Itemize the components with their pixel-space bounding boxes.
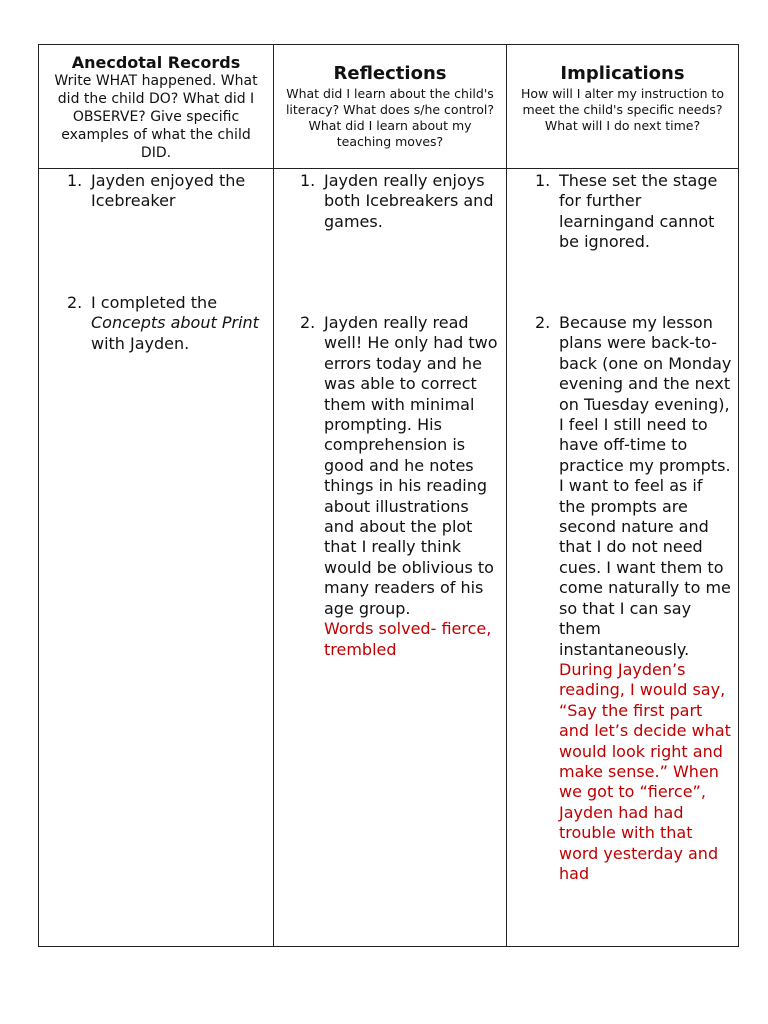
- column-subtitle: What did I learn about the child's literacy? What does s/he control? What did I learn about my teaching moves?: [285, 86, 495, 149]
- entry-note-red: Words solved- fierce, trembled: [324, 619, 492, 659]
- entry-number: 2.: [535, 313, 551, 332]
- column-implications: [507, 45, 738, 946]
- entry-note-red: During Jayden’s reading, I would say, “Say the first part and let’s decide what would look right and make sense.” When we got to “fierce”, Jayden had had trouble with that word yesterday and had: [559, 659, 731, 883]
- records-table: [38, 44, 739, 947]
- column-reflections: [274, 45, 507, 946]
- entry-text-after: with Jayden.: [91, 333, 190, 353]
- entry-body: [559, 313, 732, 884]
- column-title: Implications: [560, 63, 685, 84]
- entry-number: 2.: [67, 293, 83, 312]
- column-header: [274, 45, 506, 169]
- entry-body: [324, 313, 498, 660]
- entry-number: 1.: [300, 171, 316, 190]
- entry-text: Jayden enjoyed the Icebreaker: [91, 171, 246, 211]
- entry-text: Jayden really enjoys both Icebreakers and games.: [324, 171, 494, 231]
- column-title: Anecdotal Records: [71, 53, 241, 72]
- entry-number: 1.: [535, 171, 551, 190]
- column-subtitle: Write WHAT happened. What did the child DO? What did I OBSERVE? Give specific examples of what the child DID.: [54, 73, 258, 161]
- entry-text: Because my lesson plans were back-to-back (one on Monday evening and the next on Tuesday evening), I feel I still need to have off-time to practice my prompts. I want to feel as if the prompts are second nature and that I do not need cues. I want them to come naturally to me so that I can say them instantaneously.: [559, 313, 732, 659]
- column-header: [507, 45, 738, 169]
- entry-text-before: I completed the: [91, 293, 218, 312]
- entry-text: Jayden really read well! He only had two errors today and he was able to correct them with minimal prompting. His comprehension is good and he notes things in his reading about illustrations and about the plot that I really think would be oblivious to many readers of his age group.: [324, 313, 498, 618]
- column-header: [39, 45, 273, 169]
- entry-text: [91, 293, 267, 354]
- entry-text: These set the stage for further learningand cannot be ignored.: [559, 171, 718, 252]
- entry-text-italic: Concepts about Print: [91, 313, 259, 333]
- column-title: Reflections: [333, 63, 447, 84]
- entry-number: 1.: [67, 171, 83, 190]
- entry-number: 2.: [300, 313, 316, 332]
- column-anecdotal-records: [39, 45, 274, 946]
- column-subtitle: How will I alter my instruction to meet the child's specific needs? What will I do next time?: [520, 86, 725, 133]
